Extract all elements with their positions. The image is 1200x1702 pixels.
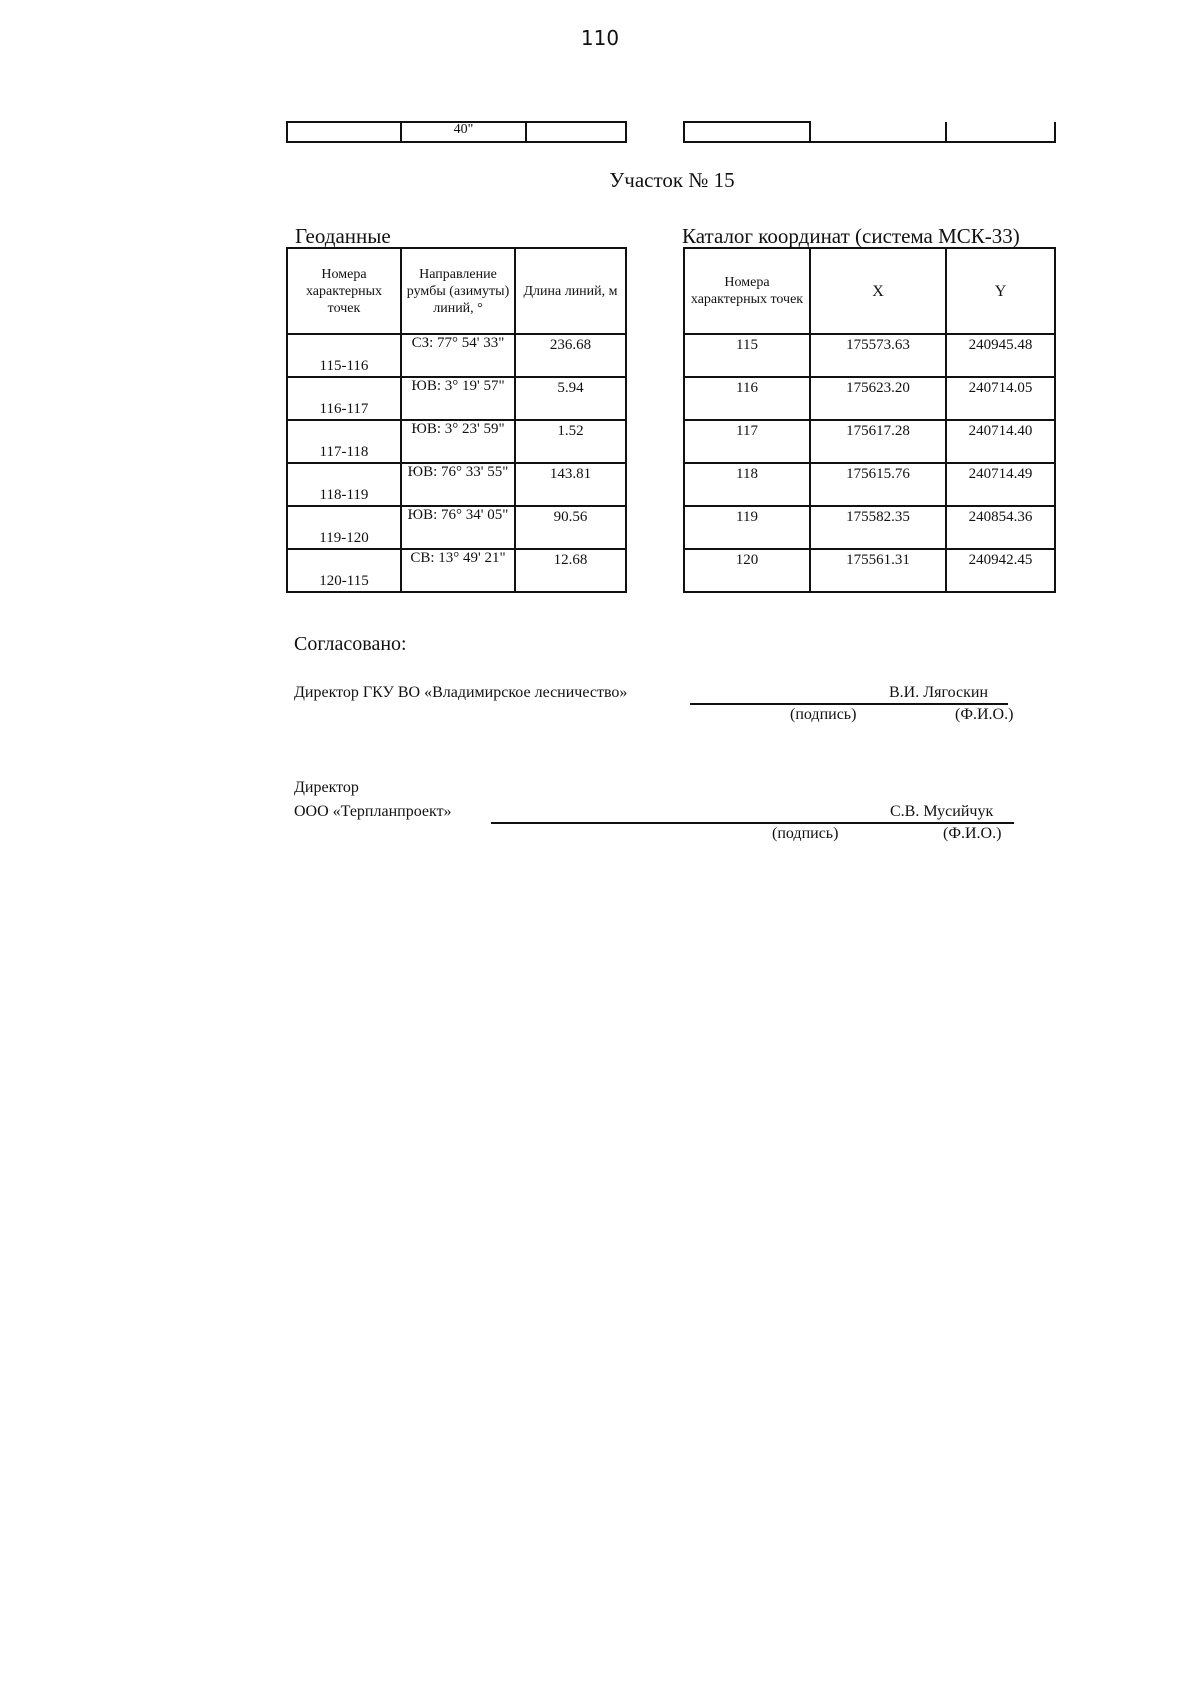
point-cell: 120 [684, 549, 810, 592]
signature-line [690, 703, 1008, 705]
length-cell: 236.68 [515, 334, 626, 377]
length-cell: 90.56 [515, 506, 626, 549]
column-header: Направление румбы (азимуты) линий, ° [401, 248, 515, 334]
y-cell: 240854.36 [946, 506, 1055, 549]
signatory1-name: В.И. Лягоскин [889, 684, 988, 701]
direction-cell: ЮВ: 3° 19' 57" [401, 377, 515, 420]
fragment-cell: 40" [401, 122, 526, 142]
y-cell: 240942.45 [946, 549, 1055, 592]
name-label: (Ф.И.О.) [955, 706, 1014, 723]
column-header: Номера характерных точек [287, 248, 401, 334]
points-cell: 119-120 [287, 506, 401, 549]
signature-line [491, 822, 1014, 824]
signature-label: (подпись) [772, 825, 839, 842]
y-cell: 240714.49 [946, 463, 1055, 506]
fragment-cell [684, 122, 810, 142]
table-row [684, 420, 1055, 463]
table-row [287, 420, 626, 463]
points-cell: 120-115 [287, 549, 401, 592]
signatory2-position-line1: Директор [294, 779, 359, 796]
table-header-row [287, 248, 626, 334]
x-cell: 175561.31 [810, 549, 946, 592]
table-row [684, 377, 1055, 420]
signatory1-position: Директор ГКУ ВО «Владимирское лесничество» [294, 684, 628, 701]
table-row [287, 549, 626, 592]
length-cell: 5.94 [515, 377, 626, 420]
table-row [287, 506, 626, 549]
points-cell: 116-117 [287, 377, 401, 420]
length-cell: 143.81 [515, 463, 626, 506]
catalog-caption: Каталог координат (система МСК-33) [682, 224, 1020, 248]
direction-cell: ЮВ: 76° 34' 05" [401, 506, 515, 549]
point-cell: 118 [684, 463, 810, 506]
x-cell: 175623.20 [810, 377, 946, 420]
name-label: (Ф.И.О.) [943, 825, 1002, 842]
table-row [684, 334, 1055, 377]
points-cell: 117-118 [287, 420, 401, 463]
point-cell: 119 [684, 506, 810, 549]
table-header-row [684, 248, 1055, 334]
fragment-table-right [683, 121, 1056, 143]
signatory2-position-line2: ООО «Терпланпроект» [294, 803, 452, 820]
table-row [287, 463, 626, 506]
fragment-cell [526, 122, 626, 142]
fragment-table-left [286, 121, 627, 143]
direction-cell: СВ: 13° 49' 21" [401, 549, 515, 592]
point-cell: 117 [684, 420, 810, 463]
page-number: 110 [580, 26, 620, 50]
fragment-cell [810, 122, 946, 142]
y-cell: 240714.40 [946, 420, 1055, 463]
fragment-cell [287, 122, 401, 142]
x-cell: 175573.63 [810, 334, 946, 377]
direction-cell: СЗ: 77° 54' 33" [401, 334, 515, 377]
x-cell: 175615.76 [810, 463, 946, 506]
geodata-caption: Геоданные [295, 224, 391, 248]
direction-cell: ЮВ: 76° 33' 55" [401, 463, 515, 506]
column-header: Y [946, 248, 1055, 334]
y-cell: 240945.48 [946, 334, 1055, 377]
x-cell: 175617.28 [810, 420, 946, 463]
table-row [684, 549, 1055, 592]
signature-label: (подпись) [790, 706, 857, 723]
length-cell: 1.52 [515, 420, 626, 463]
geodata-table [286, 247, 627, 593]
fragment-cell [946, 122, 1055, 142]
points-cell: 118-119 [287, 463, 401, 506]
length-cell: 12.68 [515, 549, 626, 592]
section-title: Участок № 15 [609, 168, 735, 192]
signatory2-name: С.В. Мусийчук [890, 803, 994, 820]
point-cell: 116 [684, 377, 810, 420]
points-cell: 115-116 [287, 334, 401, 377]
column-header: Номера характерных точек [684, 248, 810, 334]
table-row [684, 506, 1055, 549]
approval-heading: Согласовано: [294, 633, 407, 655]
table-row [684, 463, 1055, 506]
catalog-table [683, 247, 1056, 593]
column-header: X [810, 248, 946, 334]
table-row [287, 377, 626, 420]
direction-cell: ЮВ: 3° 23' 59" [401, 420, 515, 463]
table-row [287, 334, 626, 377]
column-header: Длина линий, м [515, 248, 626, 334]
point-cell: 115 [684, 334, 810, 377]
x-cell: 175582.35 [810, 506, 946, 549]
y-cell: 240714.05 [946, 377, 1055, 420]
